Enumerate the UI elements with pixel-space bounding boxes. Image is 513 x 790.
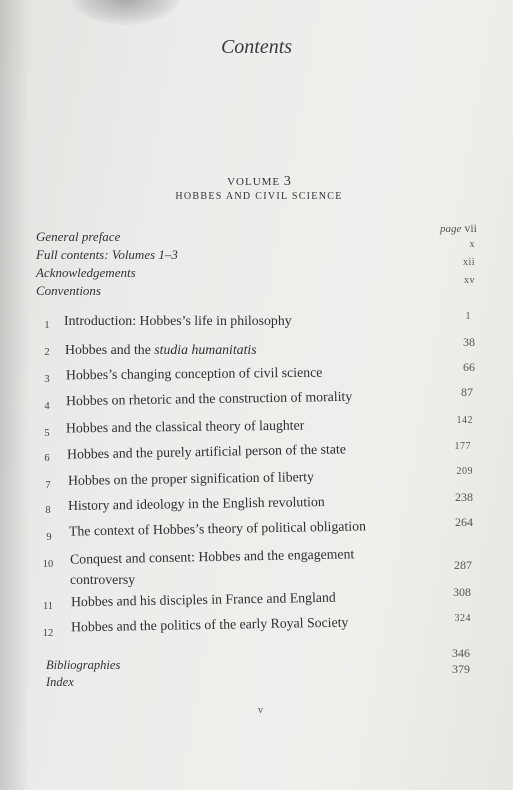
chapter-title: Hobbes and the purely artificial person of the state bbox=[66, 441, 347, 462]
chapter-number: 7 bbox=[45, 480, 51, 491]
page-folio: v bbox=[258, 705, 263, 716]
back-matter-page: 346 bbox=[452, 646, 470, 660]
front-matter-page: xii bbox=[462, 257, 475, 268]
chapter-title: The context of Hobbes’s theory of political obligation bbox=[68, 518, 367, 539]
front-matter-page: x bbox=[469, 239, 475, 250]
page-number: vii bbox=[464, 221, 477, 235]
chapter-number: 5 bbox=[44, 428, 50, 439]
front-matter-page bbox=[440, 221, 477, 236]
volume-label bbox=[0, 174, 513, 190]
chapter-title-emphasis: studia humanitatis bbox=[154, 342, 257, 357]
front-matter-title: Full contents: Volumes 1–3 bbox=[36, 247, 178, 262]
page-title: Contents bbox=[220, 36, 293, 58]
chapter-page: 142 bbox=[456, 415, 473, 426]
chapter-title: Hobbes’s changing conception of civil science bbox=[65, 364, 323, 383]
chapter-title: Hobbes on the proper signification of liberty bbox=[67, 469, 315, 488]
chapter-number: 3 bbox=[44, 374, 50, 385]
front-matter-title: General preface bbox=[36, 229, 121, 244]
volume-number: 3 bbox=[283, 174, 291, 189]
chapter-page: 1 bbox=[465, 311, 471, 322]
chapter-number: 4 bbox=[44, 401, 50, 412]
chapter-number: 12 bbox=[42, 628, 54, 639]
chapter-title: Introduction: Hobbes’s life in philosophy bbox=[64, 313, 292, 328]
chapter-title-text: Hobbes and the bbox=[65, 342, 155, 357]
chapter-page: 209 bbox=[456, 466, 473, 477]
volume-word: VOLUME bbox=[227, 176, 281, 188]
back-matter-page: 379 bbox=[452, 662, 470, 676]
chapter-title: Hobbes and his disciples in France and England bbox=[70, 589, 336, 610]
finger-shadow bbox=[70, 0, 180, 25]
chapter-page: 287 bbox=[454, 558, 472, 572]
chapter-title-continuation: controversy bbox=[70, 572, 136, 587]
front-matter-title: Conventions bbox=[36, 283, 101, 298]
chapter-page: 87 bbox=[461, 385, 473, 399]
front-matter-page: xv bbox=[464, 275, 475, 286]
chapter-number: 9 bbox=[46, 532, 52, 543]
chapter-page: 324 bbox=[454, 613, 471, 624]
chapter-title bbox=[65, 342, 257, 358]
chapter-number: 11 bbox=[42, 601, 54, 612]
chapter-title: Hobbes on rhetoric and the construction of morality bbox=[65, 388, 353, 409]
chapter-number: 8 bbox=[45, 505, 51, 516]
chapter-number: 10 bbox=[42, 559, 54, 570]
chapter-title: Hobbes and the politics of the early Royal Society bbox=[70, 614, 349, 635]
page-prefix: page bbox=[439, 223, 462, 235]
back-matter-title: Bibliographies bbox=[46, 658, 121, 672]
chapter-title: Conquest and consent: Hobbes and the engagement bbox=[69, 546, 355, 567]
page-gutter-shadow bbox=[0, 0, 30, 790]
chapter-title: History and ideology in the English revolution bbox=[67, 493, 325, 514]
chapter-page: 177 bbox=[454, 441, 471, 452]
chapter-title: Hobbes and the classical theory of laughter bbox=[65, 417, 305, 436]
volume-subtitle: HOBBES AND CIVIL SCIENCE bbox=[175, 191, 343, 202]
back-matter-title: Index bbox=[46, 675, 74, 689]
chapter-page: 238 bbox=[455, 490, 473, 504]
chapter-number: 2 bbox=[44, 347, 50, 358]
chapter-page: 38 bbox=[463, 335, 475, 349]
chapter-number: 6 bbox=[44, 453, 50, 464]
front-matter-title: Acknowledgements bbox=[36, 265, 136, 280]
chapter-page: 264 bbox=[455, 515, 473, 529]
chapter-page: 308 bbox=[453, 585, 471, 599]
chapter-page: 66 bbox=[463, 360, 475, 374]
chapter-number: 1 bbox=[44, 320, 50, 331]
